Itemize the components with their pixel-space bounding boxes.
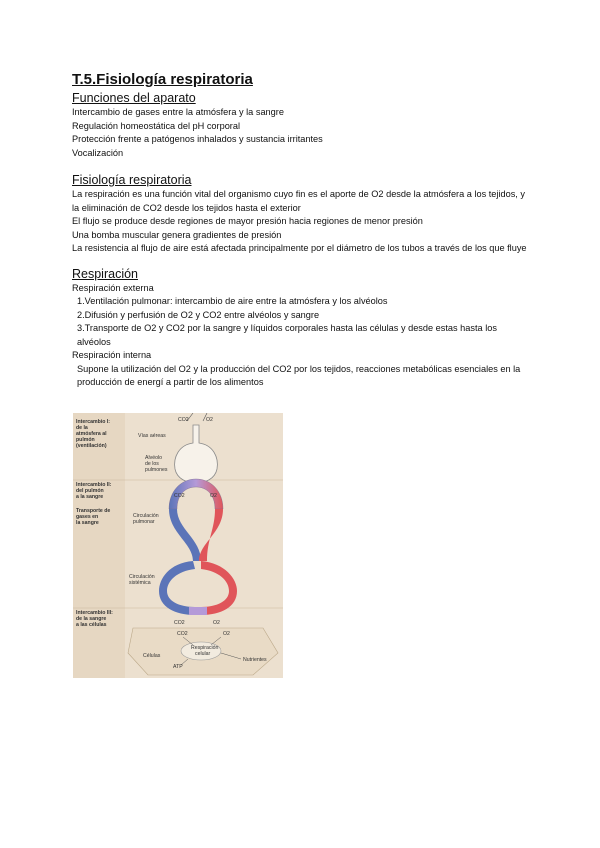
section-heading-fisiologia: Fisiología respiratoria xyxy=(72,173,192,187)
label-resp-celular: Respiración celular xyxy=(191,645,219,657)
paragraph: El flujo se produce desde regiones de mayor presión hacia regiones de menor presión xyxy=(72,216,423,226)
label-atp: ATP xyxy=(173,664,183,670)
list-item: 3.Transporte de O2 y CO2 por la sangre y líquidos corporales hasta las células y desde estas hasta los alvéolos xyxy=(77,323,497,347)
page-title: T.5.Fisiología respiratoria xyxy=(72,71,253,88)
list-item: Regulación homeostática del pH corporal xyxy=(72,120,241,131)
paragraph: La respiración es una función vital del organismo cuyo fin es el aporte de O2 desde la atmósfera a los tejidos, y la eliminación de CO2 desde los tejidos hasta el exterior xyxy=(72,189,525,213)
o2-cell: O2 xyxy=(223,631,230,637)
label-celulas: Células xyxy=(143,653,161,659)
label-circ-pulmonar: Circulación pulmonar xyxy=(133,513,159,525)
paragraph: La resistencia al flujo de aire está afectada principalmente por el diámetro de los tubos a través de los que fluye xyxy=(72,243,527,253)
subheading-interna: Respiración interna xyxy=(72,350,152,360)
list-item: Protección frente a patógenos inhalados y sustancia irritantes xyxy=(72,134,323,144)
label-intercambio-1: Intercambio I: de la atmósfera al pulmón (ventilación) xyxy=(76,419,111,449)
label-vias: Vías aéreas xyxy=(138,433,166,439)
co2-cell: CO2 xyxy=(177,631,188,637)
list-item: Vocalización xyxy=(72,147,124,158)
section-heading-funciones: Funciones del aparato xyxy=(72,91,196,105)
subheading-externa: Respiración externa xyxy=(72,282,154,293)
o2-top: O2 xyxy=(206,417,213,423)
list-item: 2.Difusión y perfusión de O2 y CO2 entre alvéolos y sangre xyxy=(77,309,320,320)
list-item: 1.Ventilación pulmonar: intercambio de aire entre la atmósfera y los alvéolos xyxy=(77,296,388,306)
label-alveolo: Alvéolo de los pulmones xyxy=(145,455,168,473)
label-intercambio-2: Intercambio II: del pulmón a la sangre xyxy=(76,482,112,500)
respiration-diagram xyxy=(73,413,283,678)
label-nutrientes: Nutrientes xyxy=(243,657,267,663)
paragraph: Una bomba muscular genera gradientes de presión xyxy=(72,229,282,240)
document-page xyxy=(72,70,532,390)
co2-systemic: CO2 xyxy=(174,620,185,626)
co2-lung: CO2 xyxy=(174,493,185,499)
list-item: Intercambio de gases entre la atmósfera y la sangre xyxy=(72,107,284,117)
label-circ-sistemica: Circulación sistémica xyxy=(129,574,155,586)
section-heading-respiracion: Respiración xyxy=(72,266,139,281)
co2-top: CO2 xyxy=(178,417,189,423)
label-intercambio-3: Intercambio III: de la sangre a las células xyxy=(76,610,113,628)
o2-lung: O2 xyxy=(210,493,217,499)
paragraph: Supone la utilización del O2 y la producción del CO2 por los tejidos, reacciones metabólicas esenciales en la producción de energí a partir de los alimentos xyxy=(77,363,521,387)
label-transporte: Transporte de gases en la sangre xyxy=(76,508,111,526)
o2-systemic: O2 xyxy=(213,620,220,626)
